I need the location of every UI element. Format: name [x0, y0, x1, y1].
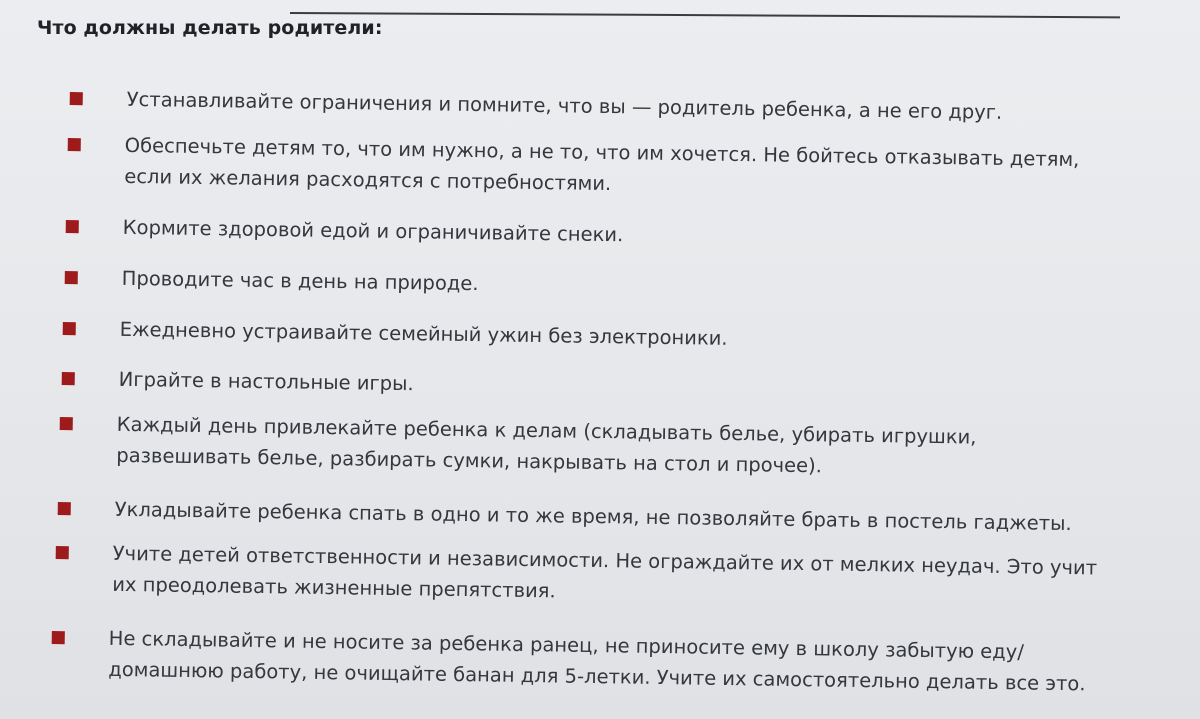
- square-bullet-icon: [56, 546, 69, 559]
- list-item: [55, 537, 1176, 616]
- list-item-text: Каждый день привлекайте ребенка к делам (складывать белье, убирать игрушки, развешивать белье, разбирать сумки, накрывать на стол и прочее).: [116, 412, 977, 478]
- list-item: [70, 83, 1190, 131]
- list-item-text: Играйте в настольные игры.: [118, 367, 414, 396]
- list-item: [65, 262, 1185, 310]
- list-item-text: Укладывайте ребенка спать в одно и то же время, не позволяйте брать в постель гаджеты.: [114, 497, 1072, 536]
- square-bullet-icon: [68, 138, 81, 151]
- list-item-text: Устанавливайте ограничения и помните, что вы — родитель ребенка, а не его друг.: [126, 87, 1003, 124]
- list-item: [67, 129, 1188, 208]
- square-bullet-icon: [58, 502, 71, 515]
- list-item-text: Учите детей ответственности и независимости. Не ограждайте их от мелких неудач. Это учит их преодолевать жизненные препятствия.: [112, 541, 1098, 603]
- square-bullet-icon: [66, 220, 79, 233]
- list-item-text: Проводите час в день на природе.: [121, 266, 479, 296]
- list-item-text: Ежедневно устраивайте семейный ужин без электроники.: [119, 317, 728, 350]
- square-bullet-icon: [62, 372, 75, 385]
- list-item-text: Не складывайте и не носите за ребенка ранец, не приносите ему в школу забытую еду/ домашнюю работу, не очищайте банан для 5-летки. Учите их самостоятельно делать все это.: [108, 626, 1086, 696]
- list-item: [62, 363, 1182, 411]
- square-bullet-icon: [52, 631, 65, 644]
- list-item: [51, 622, 1172, 701]
- square-bullet-icon: [60, 417, 73, 430]
- list-item: [63, 313, 1183, 361]
- list-item: [66, 211, 1186, 259]
- list-item-text: Обеспечьте детям то, что им нужно, а не то, что им хочется. Не бойтесь отказывать детям, если их желания расходятся с потребностями.: [124, 133, 1080, 196]
- list-item: [58, 493, 1178, 541]
- list-item: [59, 408, 1180, 487]
- square-bullet-icon: [63, 322, 76, 335]
- list-item-text: Кормите здоровой едой и ограничивайте снеки.: [122, 215, 624, 247]
- square-bullet-icon: [70, 92, 83, 105]
- page-title: Что должны делать родители:: [37, 17, 383, 39]
- square-bullet-icon: [65, 271, 78, 284]
